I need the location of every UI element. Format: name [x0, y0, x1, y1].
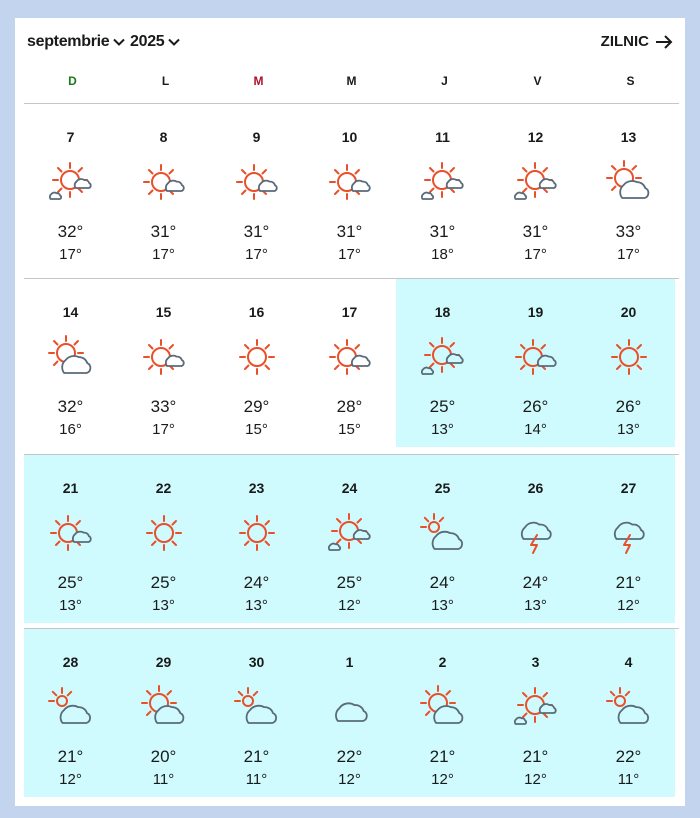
- min-temperature: 12°: [617, 597, 640, 614]
- chevron-down-icon: [113, 38, 125, 46]
- day-cell[interactable]: [117, 455, 210, 623]
- min-temperature: 18°: [431, 246, 454, 263]
- sun-cloud-icon: [139, 335, 189, 381]
- sun-cloud-icon: [232, 160, 282, 206]
- max-temperature: 25°: [150, 573, 177, 592]
- min-temperature: 13°: [524, 597, 547, 614]
- thunder-cloud-icon: [604, 511, 654, 557]
- sun-cloud-icon: [325, 160, 375, 206]
- max-temperature: 29°: [243, 397, 270, 416]
- day-number: 30: [248, 654, 265, 670]
- day-number: 29: [155, 654, 172, 670]
- day-number: 19: [527, 304, 544, 320]
- month-label: septembrie: [27, 33, 110, 50]
- day-number: 13: [620, 129, 637, 145]
- cloud-sun-icon: [418, 511, 468, 557]
- sun-big-cloud-icon: [418, 685, 468, 731]
- max-temperature: 25°: [429, 397, 456, 416]
- day-number: 22: [155, 480, 172, 496]
- day-number: 1: [345, 654, 354, 670]
- weekday-label: D: [68, 74, 77, 88]
- day-number: 8: [159, 129, 168, 145]
- min-temperature: 15°: [245, 421, 268, 438]
- weekday-label: M: [253, 74, 264, 88]
- weekday-label: L: [161, 74, 170, 88]
- sun-cloud-small-icon: [46, 160, 96, 206]
- max-temperature: 31°: [243, 222, 270, 241]
- max-temperature: 28°: [336, 397, 363, 416]
- day-cell[interactable]: [210, 629, 303, 797]
- thunder-cloud-icon: [511, 511, 561, 557]
- sun-cloud-icon: [139, 160, 189, 206]
- max-temperature: 31°: [429, 222, 456, 241]
- min-temperature: 12°: [431, 771, 454, 788]
- day-cell[interactable]: [582, 104, 675, 272]
- sun-cloud-small-icon: [511, 685, 561, 731]
- day-cell[interactable]: [303, 104, 396, 272]
- sun-big-cloud-icon: [46, 335, 96, 381]
- max-temperature: 31°: [150, 222, 177, 241]
- day-number: 15: [155, 304, 172, 320]
- max-temperature: 22°: [336, 747, 363, 766]
- max-temperature: 32°: [57, 222, 84, 241]
- sun-big-cloud-icon: [139, 685, 189, 731]
- max-temperature: 26°: [522, 397, 549, 416]
- min-temperature: 17°: [338, 246, 361, 263]
- min-temperature: 17°: [617, 246, 640, 263]
- max-temperature: 24°: [243, 573, 270, 592]
- day-number: 23: [248, 480, 265, 496]
- day-cell[interactable]: [24, 455, 117, 623]
- max-temperature: 21°: [429, 747, 456, 766]
- max-temperature: 33°: [150, 397, 177, 416]
- day-cell[interactable]: [24, 629, 117, 797]
- day-cell[interactable]: [396, 629, 489, 797]
- day-cell[interactable]: [582, 279, 675, 447]
- day-cell[interactable]: [489, 629, 582, 797]
- week-row: [24, 454, 679, 625]
- min-temperature: 12°: [338, 771, 361, 788]
- sun-cloud-small-icon: [325, 511, 375, 557]
- min-temperature: 13°: [431, 421, 454, 438]
- max-temperature: 21°: [243, 747, 270, 766]
- min-temperature: 13°: [431, 597, 454, 614]
- max-temperature: 33°: [615, 222, 642, 241]
- week-row: [24, 278, 679, 449]
- calendar-header: [15, 18, 685, 68]
- day-cell[interactable]: [117, 279, 210, 447]
- arrow-right-icon: [655, 35, 673, 49]
- day-number: 11: [435, 129, 450, 145]
- min-temperature: 13°: [617, 421, 640, 438]
- day-cell[interactable]: [303, 455, 396, 623]
- min-temperature: 11°: [245, 771, 268, 788]
- weekday-label: S: [626, 74, 635, 88]
- weekday-label: J: [441, 74, 448, 88]
- sun-cloud-small-icon: [418, 160, 468, 206]
- day-cell[interactable]: [210, 104, 303, 272]
- max-temperature: 24°: [522, 573, 549, 592]
- day-number: 24: [341, 480, 358, 496]
- day-cell[interactable]: [396, 104, 489, 272]
- day-cell[interactable]: [582, 455, 675, 623]
- min-temperature: 11°: [617, 771, 640, 788]
- day-number: 28: [62, 654, 79, 670]
- cloud-sun-icon: [46, 685, 96, 731]
- year-label: 2025: [130, 33, 165, 50]
- sun-cloud-small-icon: [418, 335, 468, 381]
- day-cell[interactable]: [489, 104, 582, 272]
- min-temperature: 14°: [524, 421, 547, 438]
- weekday-label: V: [533, 74, 542, 88]
- max-temperature: 32°: [57, 397, 84, 416]
- day-number: 21: [62, 480, 79, 496]
- day-number: 18: [434, 304, 451, 320]
- day-number: 14: [62, 304, 79, 320]
- min-temperature: 12°: [59, 771, 82, 788]
- sun-cloud-icon: [511, 335, 561, 381]
- max-temperature: 20°: [150, 747, 177, 766]
- day-cell[interactable]: [24, 104, 117, 272]
- min-temperature: 12°: [338, 597, 361, 614]
- day-number: 2: [438, 654, 447, 670]
- day-number: 25: [434, 480, 451, 496]
- day-cell[interactable]: [210, 455, 303, 623]
- min-temperature: 17°: [152, 421, 175, 438]
- max-temperature: 24°: [429, 573, 456, 592]
- cloud-sun-icon: [604, 685, 654, 731]
- day-cell[interactable]: [396, 455, 489, 623]
- sun-icon: [232, 335, 282, 381]
- max-temperature: 22°: [615, 747, 642, 766]
- min-temperature: 16°: [59, 421, 82, 438]
- sun-cloud-small-icon: [511, 160, 561, 206]
- day-number: 26: [527, 480, 544, 496]
- sun-big-cloud-icon: [604, 160, 654, 206]
- day-cell[interactable]: [24, 279, 117, 447]
- day-number: 9: [252, 129, 261, 145]
- day-cell[interactable]: [117, 104, 210, 272]
- day-cell[interactable]: [489, 455, 582, 623]
- day-cell[interactable]: [303, 629, 396, 797]
- day-cell[interactable]: [117, 629, 210, 797]
- weekday-header-row: [15, 74, 685, 94]
- min-temperature: 17°: [245, 246, 268, 263]
- year-selector[interactable]: [130, 33, 180, 51]
- day-cell[interactable]: [396, 279, 489, 447]
- cloud-sun-icon: [232, 685, 282, 731]
- day-number: 7: [66, 129, 75, 145]
- max-temperature: 21°: [57, 747, 84, 766]
- sun-icon: [232, 511, 282, 557]
- chevron-down-icon: [168, 38, 180, 46]
- day-cell[interactable]: [489, 279, 582, 447]
- max-temperature: 25°: [336, 573, 363, 592]
- day-cell[interactable]: [582, 629, 675, 797]
- min-temperature: 17°: [59, 246, 82, 263]
- min-temperature: 13°: [59, 597, 82, 614]
- sun-cloud-icon: [46, 511, 96, 557]
- daily-view-link[interactable]: [601, 33, 673, 50]
- sun-icon: [604, 335, 654, 381]
- min-temperature: 11°: [152, 771, 175, 788]
- calendar-panel: [15, 18, 685, 806]
- day-number: 20: [620, 304, 637, 320]
- sun-icon: [139, 511, 189, 557]
- min-temperature: 17°: [152, 246, 175, 263]
- max-temperature: 31°: [522, 222, 549, 241]
- max-temperature: 21°: [522, 747, 549, 766]
- min-temperature: 12°: [524, 771, 547, 788]
- min-temperature: 13°: [245, 597, 268, 614]
- min-temperature: 15°: [338, 421, 361, 438]
- min-temperature: 13°: [152, 597, 175, 614]
- max-temperature: 21°: [615, 573, 642, 592]
- week-row: [24, 103, 679, 274]
- day-cell[interactable]: [303, 279, 396, 447]
- day-number: 4: [624, 654, 633, 670]
- min-temperature: 17°: [524, 246, 547, 263]
- max-temperature: 31°: [336, 222, 363, 241]
- day-cell[interactable]: [210, 279, 303, 447]
- max-temperature: 26°: [615, 397, 642, 416]
- week-row: [24, 628, 679, 799]
- day-number: 27: [620, 480, 637, 496]
- weekday-label: M: [346, 74, 357, 88]
- day-number: 17: [341, 304, 358, 320]
- cloud-icon: [325, 685, 375, 731]
- month-selector[interactable]: [27, 33, 125, 51]
- sun-cloud-icon: [325, 335, 375, 381]
- day-number: 3: [531, 654, 540, 670]
- day-number: 10: [341, 129, 358, 145]
- day-number: 16: [248, 304, 265, 320]
- daily-view-label: ZILNIC: [600, 33, 649, 50]
- max-temperature: 25°: [57, 573, 84, 592]
- day-number: 12: [527, 129, 544, 145]
